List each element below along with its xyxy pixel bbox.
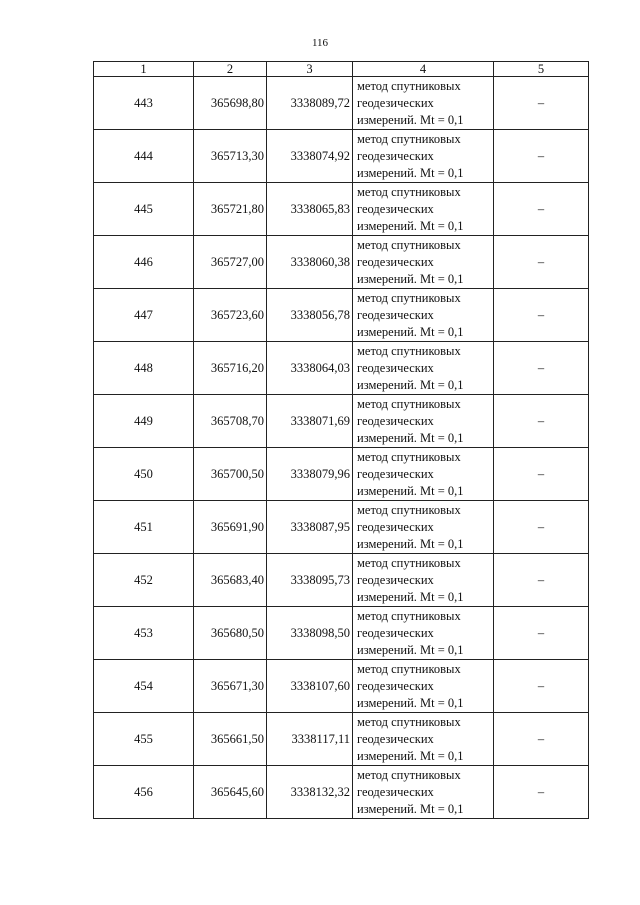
method-cell — [353, 289, 494, 342]
table-row — [94, 289, 589, 342]
x-coordinate-cell: 365661,50 — [194, 713, 267, 766]
method-text-line: измерений. Mt = 0,1 — [357, 112, 464, 127]
note-cell: – — [494, 607, 589, 660]
method-text-line: геодезических — [357, 784, 434, 799]
note-cell: – — [494, 289, 589, 342]
method-text-line: геодезических — [357, 307, 434, 322]
point-number-cell: 450 — [94, 448, 194, 501]
method-text-line: измерений. Mt = 0,1 — [357, 483, 464, 498]
table-row — [94, 766, 589, 819]
method-text-line: геодезических — [357, 731, 434, 746]
method-cell — [353, 554, 494, 607]
point-number-cell: 445 — [94, 183, 194, 236]
method-text-line: геодезических — [357, 201, 434, 216]
method-text-line: геодезических — [357, 519, 434, 534]
y-coordinate-cell: 3338060,38 — [267, 236, 353, 289]
method-cell — [353, 342, 494, 395]
method-text-line: геодезических — [357, 254, 434, 269]
method-cell — [353, 77, 494, 130]
y-coordinate-cell: 3338095,73 — [267, 554, 353, 607]
method-text-line: метод спутниковых — [357, 502, 461, 517]
method-text-line: метод спутниковых — [357, 555, 461, 570]
y-coordinate-cell: 3338056,78 — [267, 289, 353, 342]
method-text-line: измерений. Mt = 0,1 — [357, 695, 464, 710]
method-text-line: измерений. Mt = 0,1 — [357, 748, 464, 763]
method-cell — [353, 236, 494, 289]
method-text-line: измерений. Mt = 0,1 — [357, 589, 464, 604]
method-cell — [353, 660, 494, 713]
point-number-cell: 454 — [94, 660, 194, 713]
method-cell — [353, 607, 494, 660]
point-number-cell: 444 — [94, 130, 194, 183]
method-text-line: метод спутниковых — [357, 237, 461, 252]
method-text-line: метод спутниковых — [357, 661, 461, 676]
note-cell: – — [494, 554, 589, 607]
x-coordinate-cell: 365671,30 — [194, 660, 267, 713]
note-cell: – — [494, 395, 589, 448]
table-row — [94, 713, 589, 766]
header-row — [94, 62, 589, 77]
table-row — [94, 395, 589, 448]
x-coordinate-cell: 365698,80 — [194, 77, 267, 130]
note-cell: – — [494, 130, 589, 183]
point-number-cell: 448 — [94, 342, 194, 395]
y-coordinate-cell: 3338132,32 — [267, 766, 353, 819]
method-text-line: измерений. Mt = 0,1 — [357, 377, 464, 392]
x-coordinate-cell: 365680,50 — [194, 607, 267, 660]
point-number-cell: 452 — [94, 554, 194, 607]
header-col-2: 2 — [194, 62, 267, 77]
point-number-cell: 455 — [94, 713, 194, 766]
method-text-line: измерений. Mt = 0,1 — [357, 324, 464, 339]
point-number-cell: 451 — [94, 501, 194, 554]
x-coordinate-cell: 365645,60 — [194, 766, 267, 819]
method-text-line: метод спутниковых — [357, 714, 461, 729]
method-cell — [353, 183, 494, 236]
note-cell: – — [494, 501, 589, 554]
method-text-line: метод спутниковых — [357, 343, 461, 358]
table-row — [94, 501, 589, 554]
y-coordinate-cell: 3338098,50 — [267, 607, 353, 660]
y-coordinate-cell: 3338079,96 — [267, 448, 353, 501]
method-cell — [353, 395, 494, 448]
y-coordinate-cell: 3338107,60 — [267, 660, 353, 713]
method-cell — [353, 448, 494, 501]
note-cell: – — [494, 342, 589, 395]
method-text-line: измерений. Mt = 0,1 — [357, 430, 464, 445]
method-text-line: метод спутниковых — [357, 396, 461, 411]
method-text-line: геодезических — [357, 95, 434, 110]
x-coordinate-cell: 365683,40 — [194, 554, 267, 607]
table-row — [94, 660, 589, 713]
coordinates-table — [93, 61, 589, 819]
x-coordinate-cell: 365713,30 — [194, 130, 267, 183]
table-body — [94, 77, 589, 819]
method-text-line: метод спутниковых — [357, 608, 461, 623]
point-number-cell: 447 — [94, 289, 194, 342]
method-text-line: измерений. Mt = 0,1 — [357, 165, 464, 180]
method-text-line: метод спутниковых — [357, 78, 461, 93]
method-text-line: геодезических — [357, 572, 434, 587]
point-number-cell: 453 — [94, 607, 194, 660]
x-coordinate-cell: 365708,70 — [194, 395, 267, 448]
x-coordinate-cell: 365727,00 — [194, 236, 267, 289]
page-number: 116 — [311, 37, 329, 49]
header-col-1: 1 — [94, 62, 194, 77]
method-cell — [353, 713, 494, 766]
table-row — [94, 130, 589, 183]
method-text-line: геодезических — [357, 413, 434, 428]
method-text-line: измерений. Mt = 0,1 — [357, 642, 464, 657]
table-row — [94, 607, 589, 660]
header-col-3: 3 — [267, 62, 353, 77]
method-text-line: геодезических — [357, 678, 434, 693]
y-coordinate-cell: 3338089,72 — [267, 77, 353, 130]
table-row — [94, 183, 589, 236]
point-number-cell: 449 — [94, 395, 194, 448]
x-coordinate-cell: 365721,80 — [194, 183, 267, 236]
note-cell: – — [494, 713, 589, 766]
method-cell — [353, 130, 494, 183]
header-col-5: 5 — [494, 62, 589, 77]
method-cell — [353, 501, 494, 554]
note-cell: – — [494, 660, 589, 713]
method-text-line: метод спутниковых — [357, 131, 461, 146]
note-cell: – — [494, 766, 589, 819]
method-text-line: измерений. Mt = 0,1 — [357, 801, 464, 816]
method-text-line: метод спутниковых — [357, 290, 461, 305]
x-coordinate-cell: 365691,90 — [194, 501, 267, 554]
point-number-cell: 456 — [94, 766, 194, 819]
y-coordinate-cell: 3338074,92 — [267, 130, 353, 183]
method-text-line: геодезических — [357, 148, 434, 163]
table-row — [94, 236, 589, 289]
table-row — [94, 448, 589, 501]
table-row — [94, 554, 589, 607]
method-text-line: геодезических — [357, 360, 434, 375]
note-cell: – — [494, 183, 589, 236]
method-text-line: измерений. Mt = 0,1 — [357, 218, 464, 233]
note-cell: – — [494, 77, 589, 130]
x-coordinate-cell: 365700,50 — [194, 448, 267, 501]
method-text-line: измерений. Mt = 0,1 — [357, 271, 464, 286]
table-row — [94, 77, 589, 130]
method-text-line: метод спутниковых — [357, 767, 461, 782]
method-text-line: метод спутниковых — [357, 184, 461, 199]
header-col-4: 4 — [353, 62, 494, 77]
method-cell — [353, 766, 494, 819]
method-text-line: геодезических — [357, 625, 434, 640]
x-coordinate-cell: 365716,20 — [194, 342, 267, 395]
y-coordinate-cell: 3338117,11 — [267, 713, 353, 766]
method-text-line: измерений. Mt = 0,1 — [357, 536, 464, 551]
point-number-cell: 446 — [94, 236, 194, 289]
y-coordinate-cell: 3338064,03 — [267, 342, 353, 395]
method-text-line: метод спутниковых — [357, 449, 461, 464]
point-number-cell: 443 — [94, 77, 194, 130]
table-row — [94, 342, 589, 395]
x-coordinate-cell: 365723,60 — [194, 289, 267, 342]
y-coordinate-cell: 3338071,69 — [267, 395, 353, 448]
note-cell: – — [494, 236, 589, 289]
method-text-line: геодезических — [357, 466, 434, 481]
note-cell: – — [494, 448, 589, 501]
y-coordinate-cell: 3338065,83 — [267, 183, 353, 236]
y-coordinate-cell: 3338087,95 — [267, 501, 353, 554]
